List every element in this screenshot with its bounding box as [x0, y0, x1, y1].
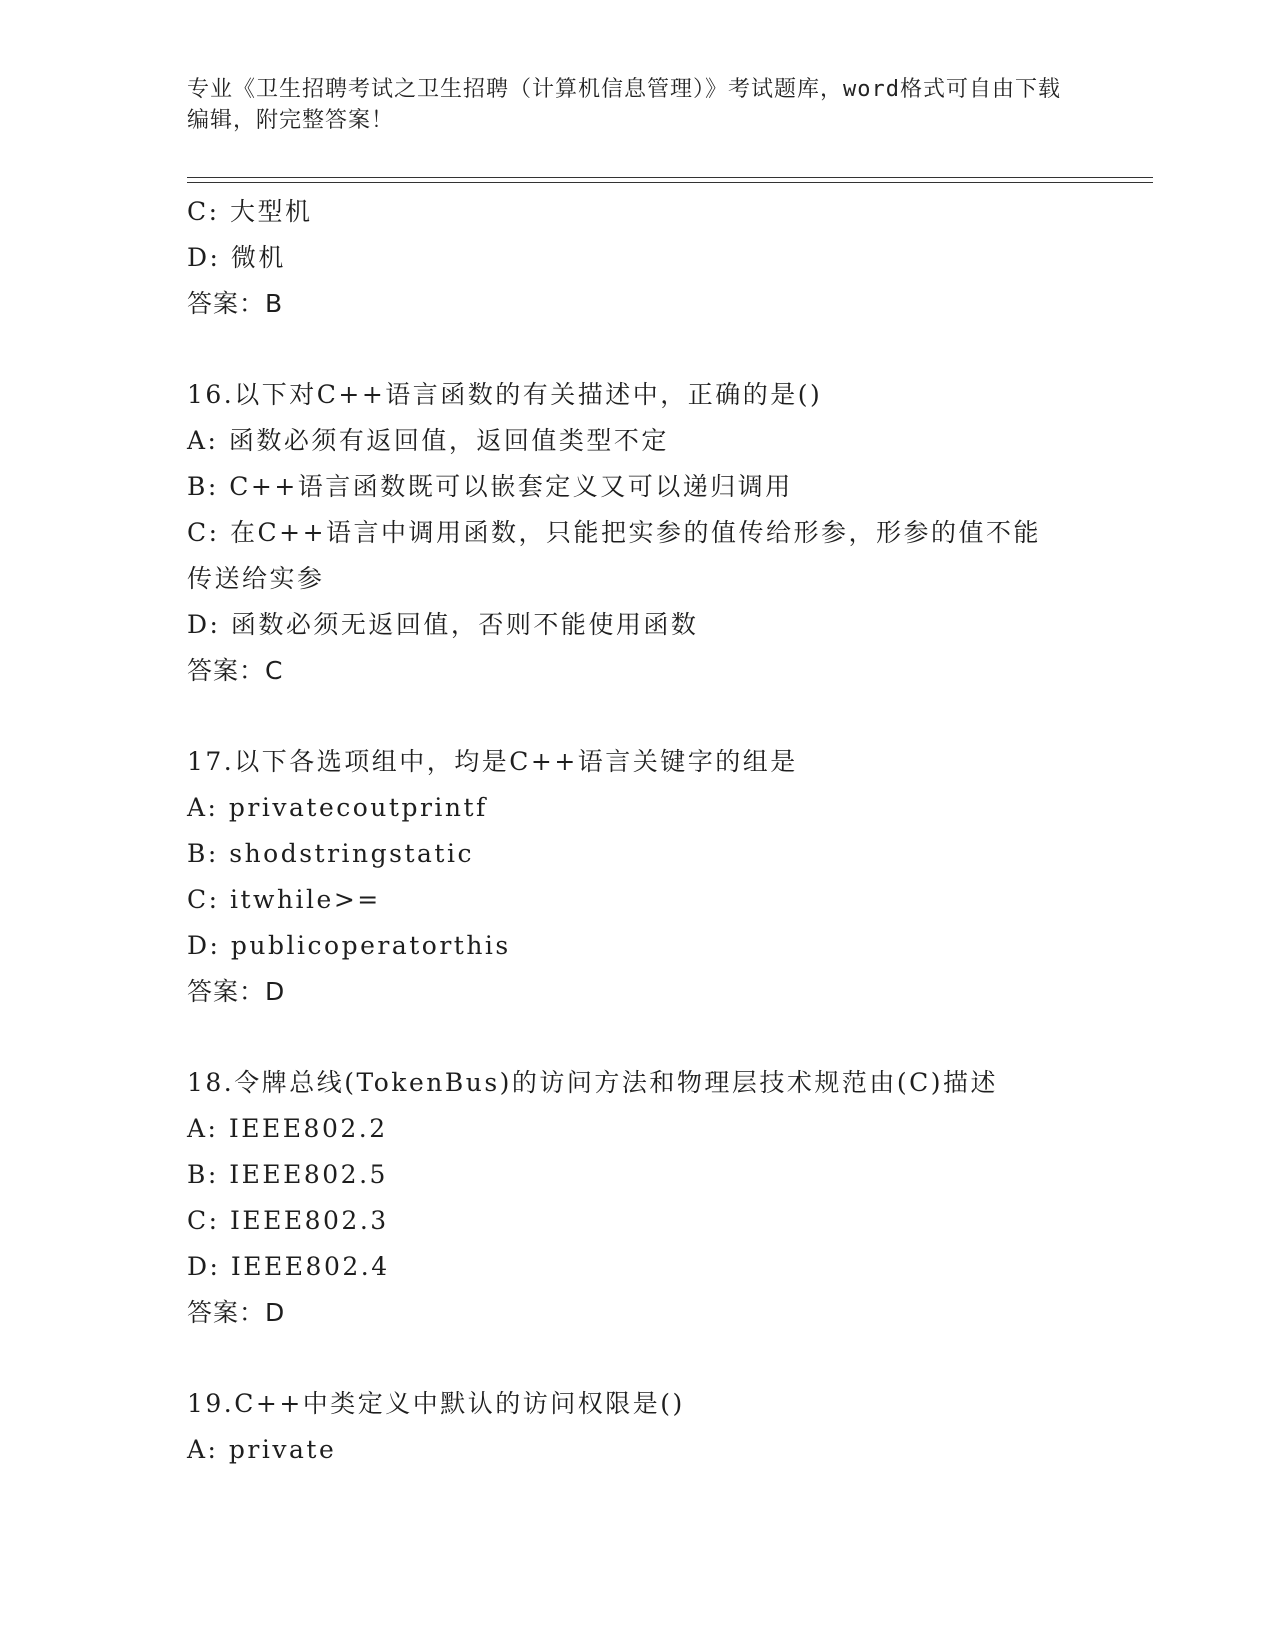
- answer-label: 答案：D: [187, 1298, 286, 1327]
- option-b: B: IEEE802.5: [187, 1160, 388, 1189]
- option-b: B: C++语言函数既可以嵌套定义又可以递归调用: [187, 472, 793, 501]
- option-b: B: shodstringstatic: [187, 839, 474, 868]
- question-stem: 17.以下各选项组中，均是C++语言关键字的组是: [187, 747, 798, 776]
- option-a: A: private: [187, 1435, 337, 1464]
- question-stem: 19.C++中类定义中默认的访问权限是(): [187, 1389, 685, 1418]
- option-a: A: 函数必须有返回值，返回值类型不定: [187, 426, 669, 455]
- option-d: D: IEEE802.4: [187, 1252, 390, 1281]
- answer-label: 答案：C: [187, 656, 284, 685]
- option-c: C: IEEE802.3: [187, 1206, 389, 1235]
- question-16: [187, 372, 1067, 694]
- question-18: [187, 1060, 1067, 1336]
- question-17: [187, 739, 1067, 1015]
- header-rule-bottom: [187, 182, 1153, 183]
- question-stem: 16.以下对C++语言函数的有关描述中，正确的是(): [187, 380, 823, 409]
- option-d: D: 函数必须无返回值，否则不能使用函数: [187, 610, 699, 639]
- option-a: A: IEEE802.2: [187, 1114, 388, 1143]
- option-d: D: 微机: [187, 243, 286, 272]
- document-header: 专业《卫生招聘考试之卫生招聘（计算机信息管理）》考试题库，word格式可自由下载编辑，附完整答案！: [187, 77, 1061, 133]
- question-list: [187, 189, 1067, 1473]
- question-15-continued: [187, 189, 1067, 327]
- header-rule-top: [187, 177, 1153, 178]
- option-d: D: publicoperatorthis: [187, 931, 511, 960]
- option-c: C: 大型机: [187, 197, 313, 226]
- question-stem: 18.令牌总线(TokenBus)的访问方法和物理层技术规范由(C)描述: [187, 1068, 999, 1097]
- option-a: A: privatecoutprintf: [187, 793, 488, 822]
- answer-label: 答案：B: [187, 289, 284, 318]
- option-c: C: 在C++语言中调用函数，只能把实参的值传给形参，形参的值不能传送给实参: [187, 518, 1042, 593]
- answer-label: 答案：D: [187, 977, 286, 1006]
- option-c: C: itwhile>=: [187, 885, 381, 914]
- question-19: [187, 1381, 1067, 1473]
